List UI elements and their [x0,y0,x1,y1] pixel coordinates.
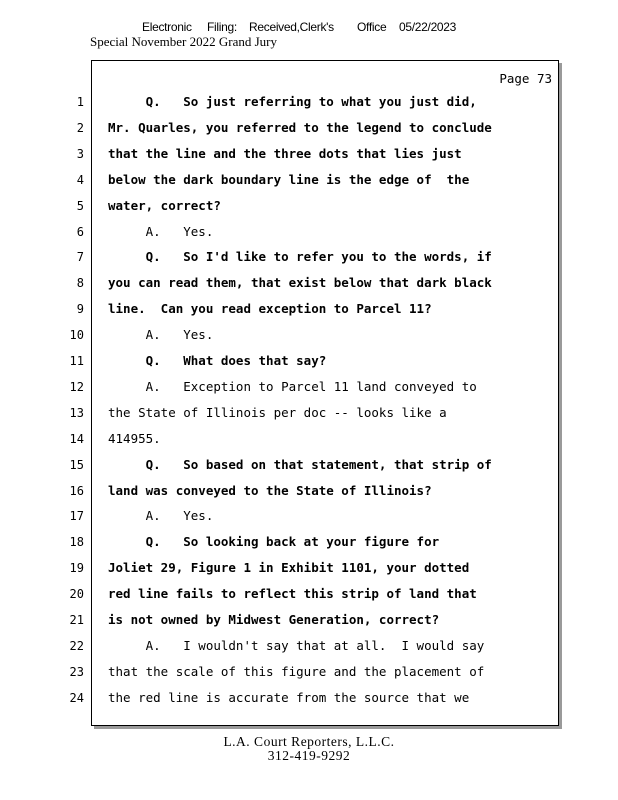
line-number: 8 [76,276,84,290]
line-number: 4 [76,173,84,187]
line-number: 21 [69,613,84,627]
footer-company: L.A. Court Reporters, L.L.C. [223,734,395,749]
stamp-filing: Filing: [207,20,237,34]
stamp-date: 05/22/2023 [399,20,457,34]
transcript-line: that the scale of this figure and the placement of [108,664,485,679]
footer-phone: 312-419-9292 [267,748,351,763]
transcript-line: the red line is accurate from the source that we [108,690,470,705]
line-number: 10 [69,328,84,342]
line-number: 14 [69,432,84,446]
transcript-line: A. I wouldn't say that at all. I would say [108,638,485,653]
transcript-line: A. Yes. [108,224,214,239]
line-number: 17 [69,509,84,523]
stamp-received: Received,Clerk's [249,20,334,34]
transcript-line: line. Can you read exception to Parcel 11? [108,301,432,316]
transcript-line: Q. So just referring to what you just did, [108,94,477,109]
transcript-line: land was conveyed to the State of Illinois? [108,483,432,498]
line-number: 9 [76,302,84,316]
line-number: 23 [69,665,84,679]
line-number: 22 [69,639,84,653]
transcript-line: the State of Illinois per doc -- looks like a [108,405,447,420]
line-number: 1 [76,95,84,109]
line-number: 18 [69,535,84,549]
transcript-line: A. Yes. [108,508,214,523]
transcript-line: red line fails to reflect this strip of land that [108,586,477,601]
line-number: 2 [76,121,84,135]
line-number: 24 [69,691,84,705]
stamp-office: Office [357,20,387,34]
line-number: 11 [69,354,84,368]
page-number: Page 73 [499,71,552,86]
line-number: 7 [76,250,84,264]
line-number: 16 [69,484,84,498]
transcript-line: Q. So based on that statement, that strip of [108,457,492,472]
transcript-line: you can read them, that exist below that dark black [108,275,492,290]
transcript-line: A. Exception to Parcel 11 land conveyed to [108,379,477,394]
transcript-line: Q. What does that say? [108,353,327,368]
line-number: 6 [76,225,84,239]
transcript-line: Mr. Quarles, you referred to the legend to conclude [108,120,492,135]
line-number: 5 [76,199,84,213]
transcript-line: water, correct? [108,198,221,213]
transcript-line: Joliet 29, Figure 1 in Exhibit 1101, your dotted [108,560,470,575]
transcript-line: that the line and the three dots that lies just [108,146,462,161]
transcript-line: Q. So I'd like to refer you to the words, if [108,249,492,264]
stamp-electronic: Electronic [142,20,192,34]
line-number: 20 [69,587,84,601]
line-number: 13 [69,406,84,420]
line-number: 15 [69,458,84,472]
transcript-line: below the dark boundary line is the edge of the [108,172,470,187]
transcript-line: is not owned by Midwest Generation, correct? [108,612,440,627]
grand-jury-session-title: Special November 2022 Grand Jury [90,34,278,49]
transcript-line: 414955. [108,431,161,446]
line-number: 19 [69,561,84,575]
line-number: 12 [69,380,84,394]
transcript-line: A. Yes. [108,327,214,342]
line-number: 3 [76,147,84,161]
transcript-line: Q. So looking back at your figure for [108,534,440,549]
